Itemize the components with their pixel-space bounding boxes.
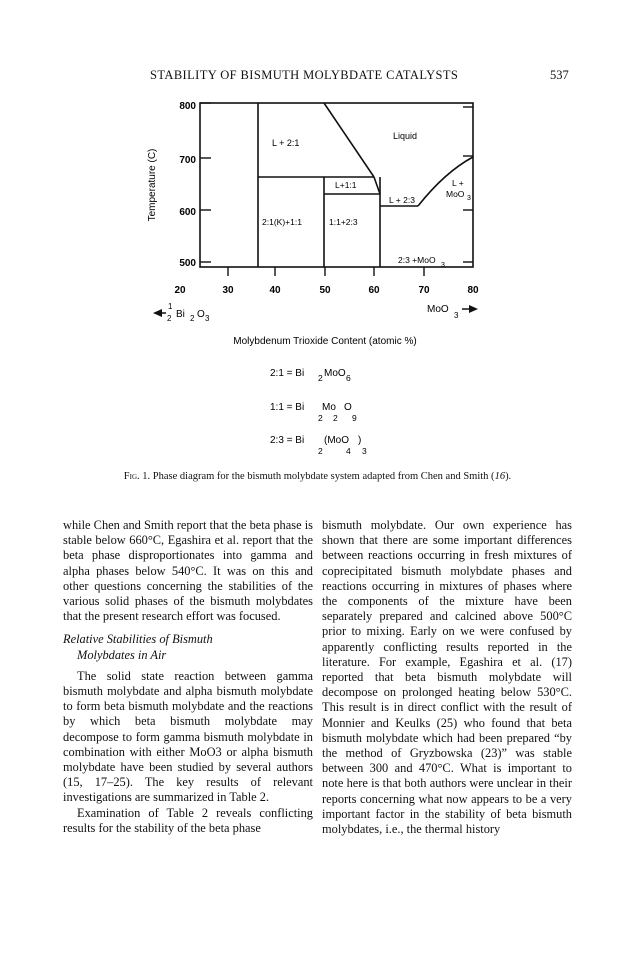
svg-text:2:3 = Bi: 2:3 = Bi	[270, 435, 305, 446]
figure-label: Fig. 1.	[123, 471, 151, 482]
figure-caption: Fig. 1. Phase diagram for the bismuth molybdate system adapted from Chen and Smith (16).	[123, 471, 512, 482]
legend-item	[270, 402, 357, 423]
paragraph: while Chen and Smith report that the beta phase is stable below 660°C, Egashira et al. report that the beta phase disproportionates into gamma and alpha phases below 540°C. It was on this and other questions concerning the stabilities of the various solid phases of the bismuth molybdates that the present research effort was focused.	[63, 518, 313, 624]
svg-text:2: 2	[318, 413, 323, 423]
region-label-l-11: L+1:1	[335, 180, 357, 190]
right-end-label	[427, 304, 478, 320]
region-label-21k-11: 2:1(K)+1:1	[262, 217, 302, 227]
svg-text:O: O	[344, 402, 352, 413]
x-tick-label: 60	[368, 285, 380, 296]
svg-text:3: 3	[467, 195, 471, 202]
paragraph: bismuth molybdate. Our own experience has shown that there are some important differences between reactions occurring in fresh mixtures of coprecipitated bismuth molybdate phases and reactions occurring in mixtures of phases where the components of the mixture have been separately prepared and calcined above 500°C prior to mixing. Early on we were confused by apparently conflicting results reported in the literature. For example, Egashira et al. (17) reported that beta bismuth molybdate will decompose on prolonged heating below 530°C. This result is in direct conflict with the result of Monnier and Keulks (25) who found that beta bismuth molybdate which had been prepared “by the method of Gryzbowska (23)” was stable between 300 and 470°C. What is important to note here is that both authors were unclear in their reports concerning what now appears to be a very important factor in the stability of beta bismuth molybdates, i.e., the thermal history	[322, 518, 572, 837]
svg-text:): )	[358, 435, 362, 446]
region-label-23-moo3: 2:3 +MoO	[398, 255, 436, 265]
caption-ref: 16	[494, 471, 506, 482]
svg-text:2:1 = Bi: 2:1 = Bi	[270, 368, 305, 379]
body-column-right	[322, 518, 572, 837]
y-tick-label: 500	[179, 258, 196, 269]
svg-text:3: 3	[454, 311, 459, 320]
running-title: STABILITY OF BISMUTH MOLYBDATE CATALYSTS	[150, 68, 459, 82]
x-tick-label: 50	[319, 285, 331, 296]
svg-text:2: 2	[318, 373, 323, 383]
svg-text:3: 3	[362, 446, 367, 456]
x-axis-ticks	[228, 267, 424, 276]
phase-diagram-figure	[0, 0, 635, 470]
svg-text:1:1 = Bi: 1:1 = Bi	[270, 402, 305, 413]
page-number: 537	[550, 68, 569, 82]
svg-text:3: 3	[441, 262, 445, 269]
y-tick-label: 700	[179, 155, 196, 166]
svg-text:2: 2	[190, 314, 195, 323]
body-column-left	[63, 518, 313, 836]
svg-text:4: 4	[346, 446, 351, 456]
phase-legend	[270, 368, 367, 456]
region-label-moo3: MoO	[446, 189, 465, 199]
x-tick-label: 40	[269, 285, 281, 296]
paragraph: Examination of Table 2 reveals conflicting results for the stability of the beta phase	[63, 805, 313, 835]
region-label-11-23: 1:1+2:3	[329, 217, 358, 227]
svg-text:MoO: MoO	[427, 304, 449, 315]
arrow-right-icon	[469, 305, 478, 313]
svg-text:1: 1	[168, 302, 173, 311]
y-tick-label: 600	[179, 207, 196, 218]
x-tick-label: 70	[418, 285, 430, 296]
phase-boundaries	[258, 103, 473, 267]
svg-text:6: 6	[346, 373, 351, 383]
region-label-l-23: L + 2:3	[389, 195, 415, 205]
region-label-l-21: L + 2:1	[272, 138, 300, 148]
region-label-liquid: Liquid	[393, 131, 418, 141]
boundary-step	[374, 177, 380, 194]
x-tick-label: 30	[222, 285, 234, 296]
svg-text:2: 2	[318, 446, 323, 456]
legend-item	[270, 368, 351, 383]
svg-text:MoO: MoO	[324, 368, 346, 379]
x-tick-label: 20	[174, 285, 186, 296]
svg-text:9: 9	[352, 413, 357, 423]
section-heading: Relative Stabilities of Bismuth Molybdates in Air	[63, 632, 213, 662]
left-end-label	[153, 302, 210, 323]
svg-text:2: 2	[333, 413, 338, 423]
region-label-l-moo3: L +	[452, 178, 464, 188]
svg-text:2: 2	[167, 314, 172, 323]
svg-text:3: 3	[205, 314, 210, 323]
svg-text:(MoO: (MoO	[324, 435, 349, 446]
caption-text: Phase diagram for the bismuth molybdate system adapted from Chen and Smith (	[152, 471, 495, 482]
svg-text:Mo: Mo	[322, 402, 336, 413]
x-axis-label: Molybdenum Trioxide Content (atomic %)	[233, 336, 417, 347]
liquidus-left	[324, 103, 374, 177]
svg-text:Bi: Bi	[176, 309, 185, 320]
y-axis-label: Temperature (C)	[147, 148, 158, 222]
legend-item	[270, 435, 367, 456]
paragraph: The solid state reaction between gamma bismuth molybdate and alpha bismuth molybdate to form beta bismuth molybdate and the reactions by which beta bismuth molybdate may decompose to form gamma bismuth molybdate in combination with either MoO3 or alpha bismuth molybdate have been studied by several authors (15, 17–25). The key results of relevant investigations are summarized in Table 2.	[63, 668, 313, 805]
x-tick-label: 80	[467, 285, 479, 296]
svg-text:O: O	[197, 309, 205, 320]
y-tick-label: 800	[179, 101, 196, 112]
